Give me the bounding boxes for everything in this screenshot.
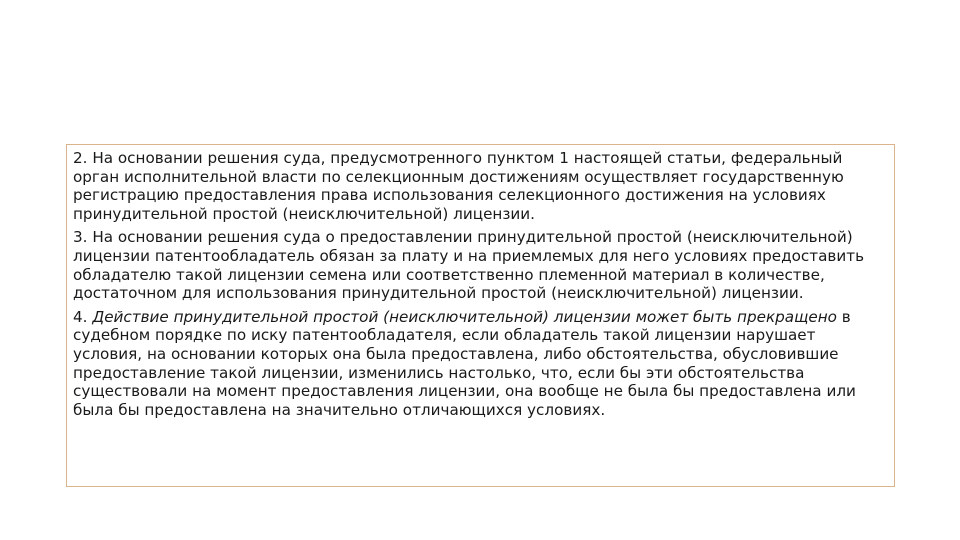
law-text-box xyxy=(66,144,895,487)
paragraph-4-rest: в судебном порядке по иску патентообладателя, если обладатель такой лицензии нарушает условия, на основании которых она была предоставлена, либо обстоятельства, обусловившие предоставление такой лицензии, изменились настолько, что, если бы эти обстоятельства существовали на момент предоставления лицензии, она вообще не была бы предоставлена или была бы предоставлена на значительно отличающихся условиях. xyxy=(73,307,856,419)
paragraph-4-number: 4. xyxy=(73,307,88,326)
paragraph-4 xyxy=(73,308,888,420)
paragraph-2: 2. На основании решения суда, предусмотренного пунктом 1 настоящей статьи, федеральный орган исполнительной власти по селекционным достижениям осуществляет государственную регистрацию предоставления права использования селекционного достижения на условиях принудительной простой (неисключительной) лицензии. xyxy=(73,149,844,223)
paragraph-3: 3. На основании решения суда о предоставлении принудительной простой (неисключительной) лицензии патентообладатель обязан за плату и на приемлемых для него условиях предоставить обладателю такой лицензии семена или соответственно племенной материал в количестве, достаточном для использования принудительной простой (неисключительной) лицензии. xyxy=(73,228,865,303)
paragraph-4-italic: Действие принудительной простой (неисключительной) лицензии может быть прекращено xyxy=(92,307,837,326)
